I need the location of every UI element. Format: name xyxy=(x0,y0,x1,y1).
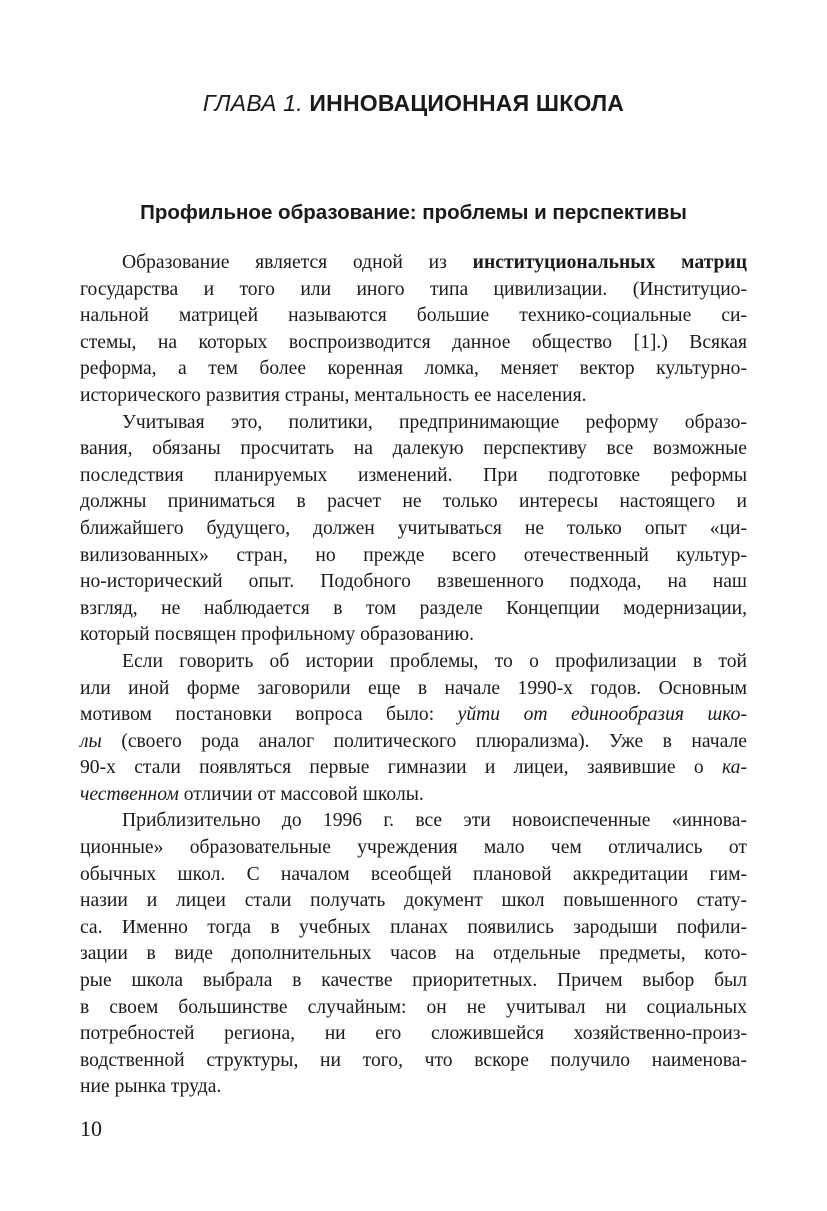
paragraph-1 xyxy=(80,250,747,410)
paragraph-3 xyxy=(80,649,747,809)
text-line: Образование является одной из институциональных матриц xyxy=(122,252,748,273)
bold-term: институциональных матриц xyxy=(472,252,748,273)
text-line: стемы, на которых воспроизводится данное общество [1].) Всякая xyxy=(80,331,747,353)
text-line: но-исторический опыт. Подобного взвешенного подхода, на наш xyxy=(80,571,747,593)
italic-phrase: лы xyxy=(80,730,102,752)
text-line: са. Именно тогда в учебных планах появились зародыши пофили- xyxy=(80,916,747,938)
text-line: в своем большинстве случайным: он не учитывал ни социальных xyxy=(80,996,747,1018)
paragraph-2 xyxy=(80,410,747,649)
text-line: реформа, а тем более коренная ломка, меняет вектор культурно- xyxy=(80,358,747,380)
text-line: нальной матрицей называются большие технико-социальные си- xyxy=(80,305,747,327)
paragraph-4 xyxy=(80,808,747,1101)
chapter-name: ИННОВАЦИОННАЯ ШКОЛА xyxy=(309,90,625,116)
text-line: Если говорить об истории проблемы, то о профилизации в той xyxy=(122,650,747,672)
text-line: исторического развития страны, ментальность ее населения. xyxy=(80,384,587,406)
text-line: рые школа выбрала в качестве приоритетных. Причем выбор был xyxy=(80,970,747,992)
text-line: чественном отличии от массовой школы. xyxy=(80,783,424,805)
text-line: потребностей региона, ни его сложившейся хозяйственно-произ- xyxy=(80,1023,747,1045)
text-line: который посвящен профильному образованию. xyxy=(80,624,475,646)
chapter-label: ГЛАВА 1. xyxy=(202,90,303,116)
text-line: обычных школ. С началом всеобщей плановой аккредитации гим- xyxy=(80,863,747,885)
chapter-heading xyxy=(80,88,747,118)
text-line: должны приниматься в расчет не только интересы настоящего и xyxy=(80,491,747,513)
text-line: лы (своего рода аналог политического плюрализма). Уже в начале xyxy=(80,730,747,752)
text-line: государства и того или иного типа цивилизации. (Институцио- xyxy=(80,278,747,300)
italic-phrase: уйти от единообразия шко- xyxy=(457,704,747,726)
text-line: водственной структуры, ни того, что вскоре получило наименова- xyxy=(80,1049,747,1071)
italic-phrase: чественном xyxy=(80,783,179,805)
page-number: 10 xyxy=(80,1116,102,1141)
text-line: Учитывая это, политики, предпринимающие реформу образо- xyxy=(122,411,747,433)
text-line: последствия планируемых изменений. При подготовке реформы xyxy=(80,464,747,486)
text-line: взгляд, не наблюдается в том разделе Концепции модернизации, xyxy=(80,597,747,619)
text-line: вилизованных» стран, но прежде всего отечественный культур- xyxy=(80,544,747,566)
text-line: зации в виде дополнительных часов на отдельные предметы, кото- xyxy=(80,943,747,965)
section-title: Профильное образование: проблемы и перспективы xyxy=(140,201,687,224)
text-line: Приблизительно до 1996 г. все эти новоиспеченные «иннова- xyxy=(122,810,747,832)
italic-phrase: ка- xyxy=(722,757,747,779)
text-line: назии и лицеи стали получать документ школ повышенного стату- xyxy=(80,890,747,912)
text-line: мотивом постановки вопроса было: уйти от единообразия шко- xyxy=(80,704,747,726)
text-line: ближайшего будущего, должен учитываться не только опыт «ци- xyxy=(80,517,747,539)
text-line: 90-х стали появляться первые гимназии и лицеи, заявившие о ка- xyxy=(80,757,747,779)
text-line: вания, обязаны просчитать на далекую перспективу все возможные xyxy=(80,438,747,460)
text-line: или иной форме заговорили еще в начале 1990-х годов. Основным xyxy=(80,677,747,699)
text-line: ционные» образовательные учреждения мало чем отличались от xyxy=(80,837,747,859)
text-line: ние рынка труда. xyxy=(80,1076,222,1098)
body-text xyxy=(80,250,747,1101)
